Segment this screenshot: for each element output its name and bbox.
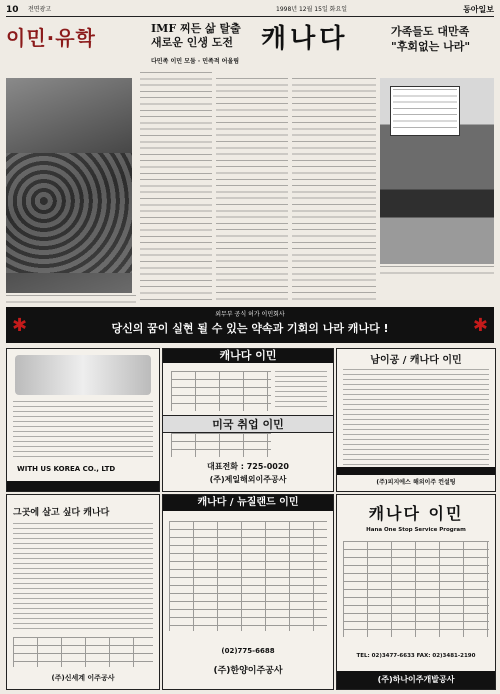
info-box: [390, 86, 460, 136]
article-column-3: [292, 78, 376, 302]
ad-pgs: [336, 348, 496, 492]
ad-hanyang: [162, 494, 334, 690]
banner-main-text: 당신의 꿈이 실현 될 수 있는 약속과 기회의 나라 캐나다 !: [111, 322, 389, 335]
page-header: [6, 4, 494, 17]
photo-caption-right: [380, 266, 494, 276]
newspaper-name: 동아일보: [463, 5, 494, 14]
banner-top-text: 외무부 공식 허가 이민회사: [215, 311, 285, 318]
ad-shinsegae: [6, 494, 160, 690]
ad-company-name: (주)제일해외이주공사: [209, 475, 287, 484]
article-column-1: [140, 72, 212, 302]
ad-title: 캐나다 이민: [163, 349, 333, 363]
article-photo-lake: [380, 78, 494, 264]
ad-company-name: (주)피지에스 해외이주 컨설팅: [376, 479, 456, 486]
ad-banner: [6, 307, 494, 343]
ad-company-name: (주)하나이주개발공사: [337, 671, 495, 689]
ad-phone: (02)775-6688: [221, 647, 275, 655]
ad-company-name: (주)한양이주공사: [213, 666, 283, 676]
headline-right-sub-2: "후회없는 나라": [391, 40, 471, 53]
ad-subtitle: Hana One Stop Service Program: [366, 527, 466, 533]
section-label: 전면광고: [28, 6, 52, 13]
ad-company-name: WITH US KOREA CO., LTD: [17, 465, 116, 473]
ad-logo-banner: [15, 355, 151, 395]
page-number: 10: [6, 5, 19, 15]
article-lead: 다민족 이민 모둠 · 민족적 어울림: [151, 58, 240, 65]
ad-title: 남이공 / 캐나다 이민: [370, 355, 462, 366]
ad-subtitle: 미국 취업 이민: [163, 415, 333, 433]
maple-leaf-icon: ✱: [12, 315, 28, 336]
maple-leaf-icon: ✱: [472, 315, 488, 336]
ad-with-us: [6, 348, 160, 492]
headline-left: 이민·유학: [6, 26, 96, 50]
headline-right-sub: [391, 24, 470, 54]
headline-left-sub: [151, 22, 241, 50]
headline-right-sub-1: 가족들도 대만족: [391, 25, 470, 38]
article-column-2: [216, 78, 288, 302]
ad-title: 그곳에 살고 싶다 캐나다: [13, 508, 110, 518]
headline-row: [6, 20, 494, 68]
ad-hana: [336, 494, 496, 690]
ad-title: 캐나다 / 뉴질랜드 이민: [163, 495, 333, 511]
headline-right: 캐나다: [261, 24, 349, 54]
headline-left-sub-2: 새로운 인생 도전: [151, 36, 234, 49]
ad-title: 캐나다 이민: [368, 504, 464, 523]
ad-company-name: (주)신세계 이주공사: [51, 674, 115, 682]
photo-caption-left: [6, 295, 136, 305]
ad-phone: 대표전화 : 725-0020: [207, 462, 289, 471]
ad-phone: TEL: 02)3477-6633 FAX: 02)3481-2190: [356, 653, 476, 659]
issue-date: 1998년 12월 15일 화요일: [276, 6, 348, 13]
article-photo-crowd: [6, 78, 132, 293]
ad-jeil: [162, 348, 334, 492]
headline-left-sub-1: IMF 찌든 삶 탈출: [151, 22, 241, 35]
